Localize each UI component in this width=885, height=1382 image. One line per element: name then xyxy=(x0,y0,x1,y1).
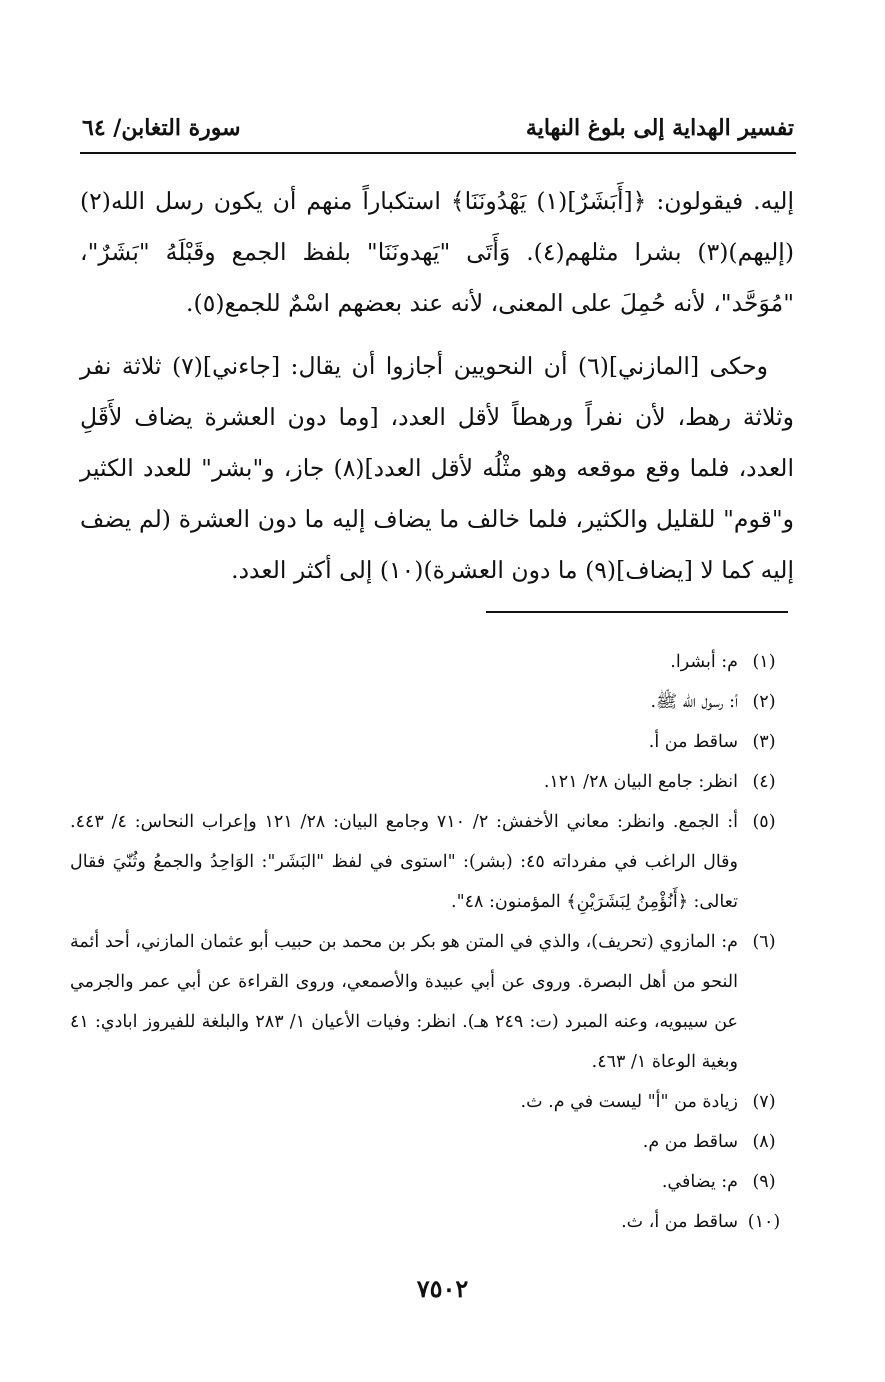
footnote-text: م: المازوي (تحريف)، والذي في المتن هو بكر بن محمد بن حبيب أبو عثمان المازني، أحد أئمة النحو من أهل البصرة. وروى عن أبي عبيدة والأصمعي، وروى القراءة عن أبي عمر والجرمي عن سيبويه، وعنه المبرد (ت: ٢٤٩ هـ). انظر: وفيات الأعيان ١/ ٢٨٣ والبلغة للفيروز ابادي: ٤١ وبغية الوعاة ١/ ٤٦٣. xyxy=(70,932,738,1072)
footnote-text: ساقط من م. xyxy=(642,1132,738,1152)
footnote-item xyxy=(70,802,790,922)
header-divider xyxy=(80,152,796,154)
page-number: ٧٥٠٢ xyxy=(416,1274,469,1303)
footnote-text: انظر: جامع البيان ٢٨/ ١٢١. xyxy=(543,772,738,792)
footnote-number: (٥) xyxy=(752,812,776,832)
footnote-text: زيادة من "أ" ليست في م. ث. xyxy=(520,1092,738,1112)
footnote-number: (٨) xyxy=(752,1132,776,1152)
footnote-number: (٣) xyxy=(752,732,776,752)
footnote-text: م: أبشرا. xyxy=(670,652,738,672)
paragraph: وحكى [المازني](٦) أن النحويين أجازوا أن يقال: [جاءني](٧) ثلاثة نفر وثلاثة رهط، لأن نفراً ورهطاً لأقل العدد، [وما دون العشرة يضاف لأَقَلِ العدد، فلما وقع موقعه وهو مثْلُه لأقل العدد](٨) جاز، و"بشر" للعدد الكثير و"قوم" للقليل والكثير، فلما خالف ما يضاف إليه ما دون العشرة (لم يضف إليه كما لا [يضاف](٩) ما دون العشرة)(١٠) إلى أكثر العدد. xyxy=(80,352,794,584)
footnote-text: ساقط من أ، ث. xyxy=(621,1212,738,1232)
footnote-item xyxy=(70,922,790,1082)
footnote-item xyxy=(70,682,790,722)
running-header xyxy=(82,108,794,148)
footnote-number: (١٠) xyxy=(747,1212,781,1232)
footnote-text: أ: رسول الله ﷺ. xyxy=(650,692,738,712)
footnote-item xyxy=(70,1122,790,1162)
footnotes-list xyxy=(70,642,790,1242)
footnote-text: ساقط من أ. xyxy=(648,732,738,752)
footnote-divider xyxy=(486,611,788,613)
footnote-text: أ: الجمع. وانظر: معاني الأخفش: ٢/ ٧١٠ وجامع البيان: ٢٨/ ١٢١ وإعراب النحاس: ٤/ ٤٤٣. وقال الراغب في مفرداته ٤٥: (بشر): "استوى في لفظ "البَشَر": الوَاحِدُ والجمعُ وثُنّيَ فقال تعالى: ﴿أَنُؤْمِنُ لِبَشَرَيْنِ﴾ المؤمنون: ٤٨". xyxy=(70,812,739,912)
footnote-number: (٧) xyxy=(752,1092,776,1112)
footnote-item xyxy=(70,1082,790,1122)
main-text xyxy=(80,176,794,608)
footnote-item xyxy=(70,642,790,682)
footnote-item xyxy=(70,722,790,762)
footnote-number: (٢) xyxy=(752,692,776,712)
footnote-number: (٤) xyxy=(752,772,776,792)
surah-reference: سورة التغابن/ ٦٤ xyxy=(82,115,241,141)
footnote-item xyxy=(70,1202,790,1242)
footnote-number: (٦) xyxy=(752,932,776,952)
paragraph: إليه. فيقولون: ﴿[أَبَشَرٌ](١) يَهْدُونَنَا﴾ استكباراً منهم أن يكون رسل الله(٢) (إليهم)(٣) بشرا مثلهم(٤). وَأَتَى "يَهدونَنَا" بلفظ الجمع وقَبْلَهُ "بَشَرٌ"، "مُوَحَّد"، لأنه حُمِلَ على المعنى، لأنه عند بعضهم اسْمٌ للجمع(٥). xyxy=(80,187,794,317)
book-title: تفسير الهداية إلى بلوغ النهاية xyxy=(525,115,794,141)
footnote-number: (١) xyxy=(752,652,776,672)
footnote-item xyxy=(70,1162,790,1202)
footnote-item xyxy=(70,762,790,802)
footnote-number: (٩) xyxy=(752,1172,776,1192)
footnote-text: م: يضافي. xyxy=(661,1172,738,1192)
